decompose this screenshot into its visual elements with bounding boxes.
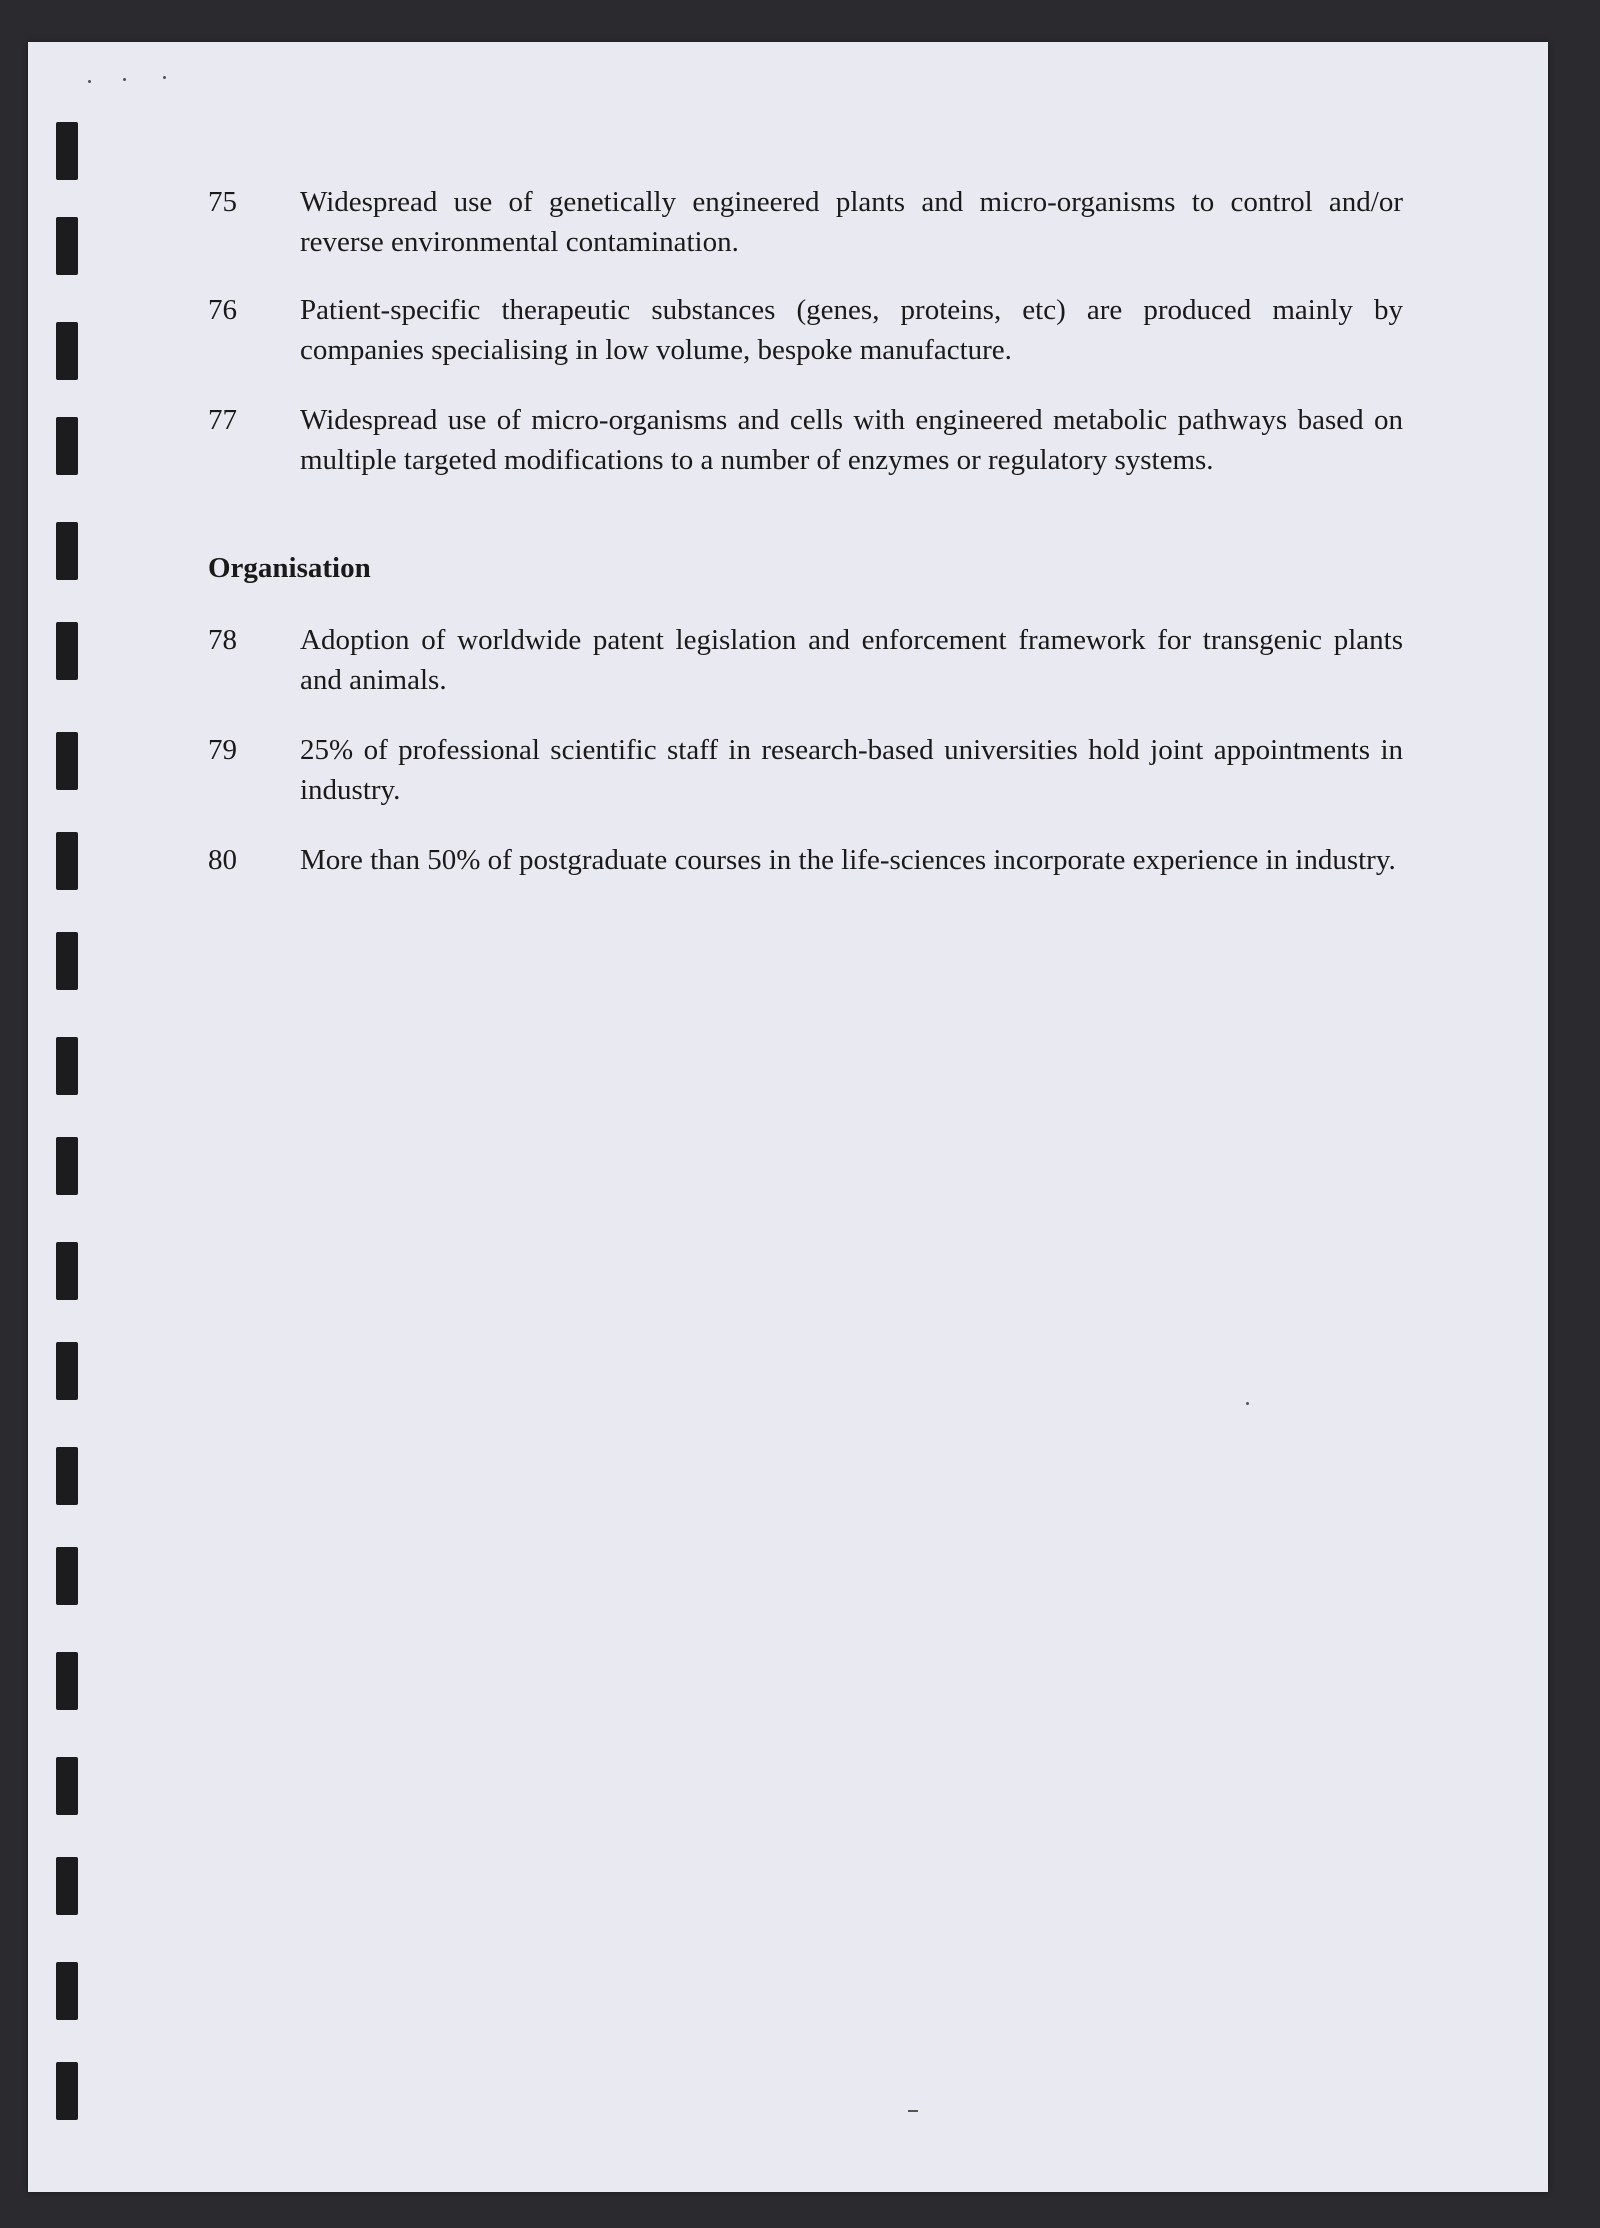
item-text: Widespread use of micro-organisms and cells with engineered metabolic pathways based on multiple targeted modifications to a number of enzymes or regulatory systems. xyxy=(300,404,1403,476)
item-number: 75 xyxy=(208,186,237,218)
binding-hole xyxy=(56,417,78,475)
binding-hole xyxy=(56,522,78,580)
item-number: 76 xyxy=(208,294,237,326)
item-number: 78 xyxy=(208,624,237,656)
binding-hole xyxy=(56,122,78,180)
binding-hole xyxy=(56,2062,78,2120)
item-text: Adoption of worldwide patent legislation and enforcement framework for transgenic plants and animals. xyxy=(300,624,1403,696)
document-page xyxy=(28,42,1548,2192)
binding-hole xyxy=(56,1857,78,1915)
paper-speck xyxy=(88,80,91,83)
item-text: More than 50% of postgraduate courses in the life-sciences incorporate experience in industry. xyxy=(300,844,1396,876)
list-item xyxy=(208,182,1403,262)
binding-hole xyxy=(56,1652,78,1710)
list-item xyxy=(208,290,1403,370)
binding-hole xyxy=(56,1137,78,1195)
binding-hole xyxy=(56,622,78,680)
item-number: 80 xyxy=(208,844,237,876)
binding-hole xyxy=(56,932,78,990)
item-text: Patient-specific therapeutic substances (genes, proteins, etc) are produced mainly by companies specialising in low volume, bespoke manufacture. xyxy=(300,294,1403,366)
list-item xyxy=(208,730,1403,810)
paper-speck xyxy=(1246,1402,1249,1405)
binding-hole xyxy=(56,217,78,275)
binding-hole xyxy=(56,1547,78,1605)
binding-hole xyxy=(56,732,78,790)
list-item xyxy=(208,840,1403,880)
list-item xyxy=(208,400,1403,480)
item-text: Widespread use of genetically engineered plants and micro-organisms to control and/or reverse environmental contamination. xyxy=(300,186,1403,258)
binding-hole xyxy=(56,1757,78,1815)
binding-hole xyxy=(56,1242,78,1300)
binding-hole xyxy=(56,1447,78,1505)
section-heading: Organisation xyxy=(208,552,371,584)
item-number: 77 xyxy=(208,404,237,436)
binding-hole xyxy=(56,1962,78,2020)
paper-speck xyxy=(163,76,166,79)
paper-speck xyxy=(123,78,126,81)
binding-hole xyxy=(56,322,78,380)
binding-hole xyxy=(56,1037,78,1095)
item-text: 25% of professional scientific staff in research-based universities hold joint appointments in industry. xyxy=(300,734,1403,806)
binding-hole xyxy=(56,1342,78,1400)
item-number: 79 xyxy=(208,734,237,766)
binding-hole xyxy=(56,832,78,890)
paper-speck xyxy=(908,2110,918,2112)
list-item xyxy=(208,620,1403,700)
